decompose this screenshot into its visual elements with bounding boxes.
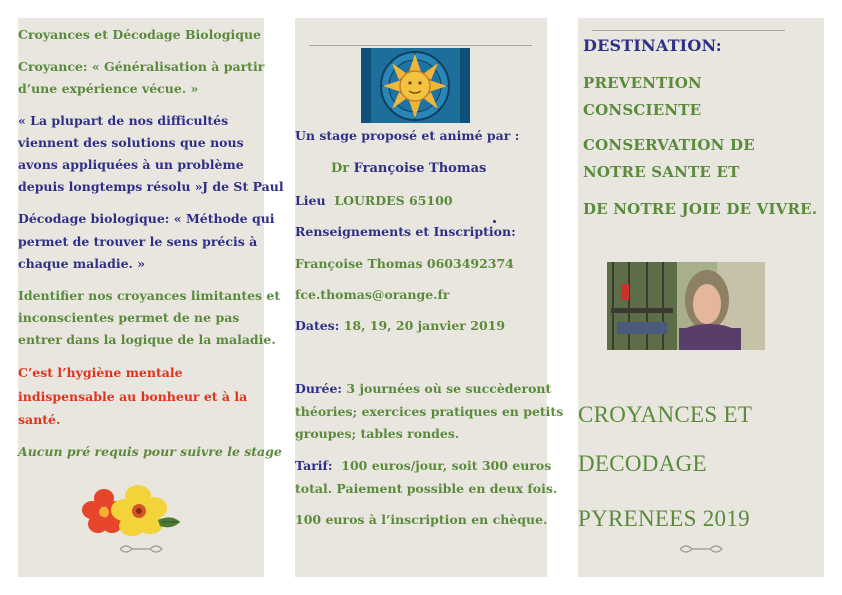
decodage-line-2: permet de trouver le sens précis à	[18, 234, 258, 249]
dates-value: 18, 19, 20 janvier 2019	[343, 318, 506, 333]
quote-line-3: avons appliquées à un problème	[18, 157, 244, 172]
middle-top-rule	[309, 45, 532, 46]
title-line-3: PYRENEES 2019	[578, 506, 750, 531]
prereq-line: Aucun pré requis pour suivre le stage	[18, 444, 282, 459]
quote-line-4: depuis longtemps résolu »J de St Paul	[18, 179, 284, 194]
inscription-line: 100 euros à l’inscription en chèque.	[295, 512, 548, 527]
lieu-label: Lieu	[295, 193, 326, 208]
destination-heading: DESTINATION:	[583, 36, 722, 55]
destination-line-1: PREVENTION	[583, 74, 702, 92]
left-heading: Croyances et Décodage Biologique	[18, 27, 261, 42]
renseignements-label: Renseignements et Inscription:	[295, 224, 516, 239]
duree-line-2: théories; exercices pratiques en petits	[295, 404, 564, 419]
tarif-label: Tarif:	[295, 458, 333, 473]
stage-label: Un stage proposé et animé par :	[295, 128, 520, 143]
destination-line-3: CONSERVATION DE	[583, 136, 755, 154]
lieu-value: LOURDES 65100	[334, 193, 453, 208]
duree-label: Durée:	[295, 381, 343, 396]
identifier-line-2: inconscientes permet de ne pas	[18, 310, 240, 325]
contact-phone: Françoise Thomas 0603492374	[295, 256, 514, 271]
zodiac-sun-image	[361, 48, 470, 123]
stray-dot	[493, 220, 496, 223]
portrait-photo	[607, 262, 765, 350]
quote-line-2: viennent des solutions que nous	[18, 135, 244, 150]
destination-line-5: DE NOTRE JOIE DE VIVRE.	[583, 200, 818, 218]
destination-line-4: NOTRE SANTE ET	[583, 163, 740, 181]
lieu-line	[295, 190, 453, 213]
dates-label: Dates:	[295, 318, 340, 333]
decodage-line-3: chaque maladie. »	[18, 256, 146, 271]
hygiene-line-3: santé.	[18, 412, 61, 427]
duree-text-1: 3 journées où se succèderont	[346, 381, 552, 396]
quote-line-1: « La plupart de nos difficultés	[18, 113, 229, 128]
destination-line-2: CONSCIENTE	[583, 101, 702, 119]
tarif-line-1	[295, 455, 551, 478]
croyance-line-2: d’une expérience vécue. »	[18, 81, 199, 96]
title-line-1: CROYANCES ET	[578, 402, 753, 427]
title-line-2: DECODAGE	[578, 451, 707, 476]
hygiene-line-1: C’est l’hygiène mentale	[18, 365, 183, 380]
tarif-line-2: total. Paiement possible en deux fois.	[295, 481, 558, 496]
ornament-left	[118, 543, 164, 555]
identifier-line-3: entrer dans la logique de la maladie.	[18, 332, 276, 347]
dates-line	[295, 315, 505, 338]
duree-line-3: groupes; tables rondes.	[295, 426, 460, 441]
presenter-title: Dr	[331, 161, 350, 176]
duree-line-1	[295, 378, 551, 401]
hygiene-line-2: indispensable au bonheur et à la	[18, 389, 248, 404]
hibiscus-flowers-image	[80, 484, 186, 536]
right-top-rule	[592, 30, 785, 31]
croyance-line-1: Croyance: « Généralisation à partir	[18, 59, 265, 74]
presenter-line	[331, 158, 486, 181]
contact-email: fce.thomas@orange.fr	[295, 287, 450, 302]
tarif-text-1: 100 euros/jour, soit 300 euros	[341, 458, 552, 473]
identifier-line-1: Identifier nos croyances limitantes et	[18, 288, 281, 303]
ornament-right	[678, 543, 724, 555]
decodage-line-1: Décodage biologique: « Méthode qui	[18, 211, 275, 226]
presenter-name: Françoise Thomas	[353, 161, 487, 176]
